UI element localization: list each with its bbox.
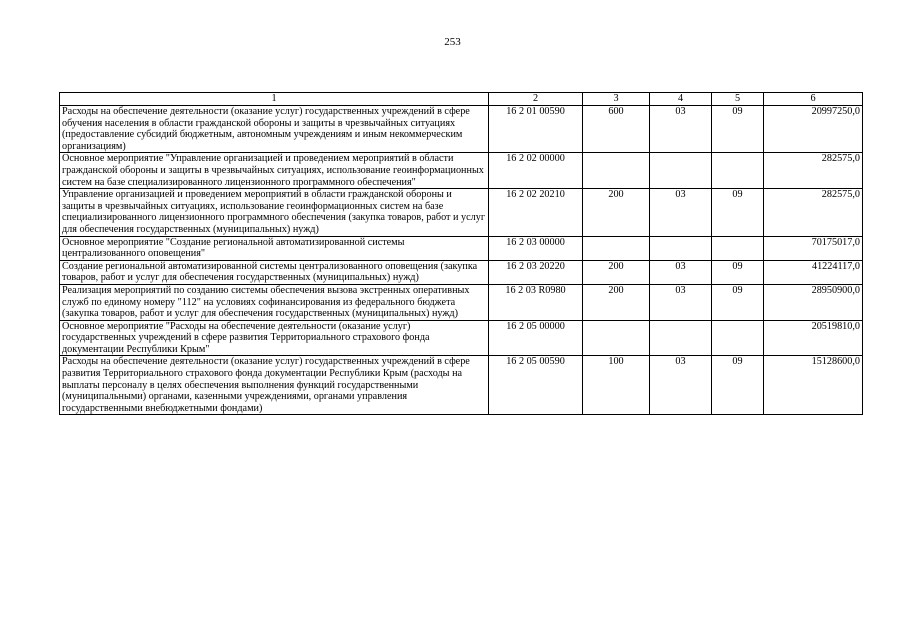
row-section: 03 (650, 356, 712, 415)
row-subsection: 09 (712, 106, 764, 153)
row-section: 03 (650, 106, 712, 153)
table-row (60, 153, 863, 189)
row-expense-type: 200 (583, 189, 650, 236)
row-subsection: 09 (712, 284, 764, 320)
row-expense-type (583, 236, 650, 260)
row-description: Основное мероприятие "Управление организацией и проведением мероприятий в области гражданской обороны и защиты в чрезвычайных ситуациях, использование геоинформационных систем на базе специализированного лицензионного программного обеспечения" (60, 153, 489, 189)
column-header-6: 6 (764, 93, 863, 106)
row-target-code: 16 2 03 00000 (489, 236, 583, 260)
row-target-code: 16 2 05 00590 (489, 356, 583, 415)
row-target-code: 16 2 02 00000 (489, 153, 583, 189)
row-target-code: 16 2 02 20210 (489, 189, 583, 236)
budget-table (59, 92, 863, 415)
row-subsection (712, 320, 764, 356)
column-header-3: 3 (583, 93, 650, 106)
row-amount: 70175017,0 (764, 236, 863, 260)
row-subsection: 09 (712, 260, 764, 284)
row-amount: 15128600,0 (764, 356, 863, 415)
row-expense-type: 100 (583, 356, 650, 415)
column-header-5: 5 (712, 93, 764, 106)
table-row (60, 320, 863, 356)
page-number: 253 (444, 36, 461, 48)
row-target-code: 16 2 03 R0980 (489, 284, 583, 320)
table-row (60, 260, 863, 284)
row-section (650, 236, 712, 260)
row-expense-type: 600 (583, 106, 650, 153)
row-description: Создание региональной автоматизированной системы централизованного оповещения (закупка товаров, работ и услуг для обеспечения государственных (муниципальных) нужд) (60, 260, 489, 284)
row-description: Основное мероприятие "Расходы на обеспечение деятельности (оказание услуг) государственных учреждений в сфере развития Территориального страхового фонда документации Республики Крым" (60, 320, 489, 356)
row-section (650, 320, 712, 356)
row-target-code: 16 2 03 20220 (489, 260, 583, 284)
column-header-2: 2 (489, 93, 583, 106)
row-expense-type: 200 (583, 284, 650, 320)
row-amount: 20997250,0 (764, 106, 863, 153)
row-description: Реализация мероприятий по созданию системы обеспечения вызова экстренных оперативных служб по единому номеру "112" на условиях софинансирования из федерального бюджета (закупка товаров, работ и услуг для обеспечения государственных (муниципальных) нужд) (60, 284, 489, 320)
row-subsection: 09 (712, 356, 764, 415)
column-header-1: 1 (60, 93, 489, 106)
row-expense-type (583, 153, 650, 189)
row-subsection (712, 153, 764, 189)
row-expense-type: 200 (583, 260, 650, 284)
row-description: Расходы на обеспечение деятельности (оказание услуг) государственных учреждений в сфере развития Территориального страхового фонда документации Республики Крым (расходы на выплаты персоналу в целях обеспечения выполнения функций государственными (муниципальными) органами, казенными учреждениями, органами управления государственными внебюджетными фондами) (60, 356, 489, 415)
row-description: Расходы на обеспечение деятельности (оказание услуг) государственных учреждений в сфере обучения населения в области гражданской обороны и защиты в чрезвычайных ситуациях (предоставление субсидий бюджетным, автономным учреждениям и иным некоммерческим организациям) (60, 106, 489, 153)
row-section (650, 153, 712, 189)
row-section: 03 (650, 189, 712, 236)
row-section: 03 (650, 284, 712, 320)
table-row (60, 236, 863, 260)
table-row (60, 356, 863, 415)
table-header-row (60, 93, 863, 106)
row-target-code: 16 2 05 00000 (489, 320, 583, 356)
row-description: Основное мероприятие "Создание региональной автоматизированной системы централизованного оповещения" (60, 236, 489, 260)
row-amount: 282575,0 (764, 153, 863, 189)
row-subsection: 09 (712, 189, 764, 236)
row-description: Управление организацией и проведением мероприятий в области гражданской обороны и защиты в чрезвычайных ситуациях, использование геоинформационных систем на базе специализированного лицензионного программного обеспечения (закупка товаров, работ и услуг для обеспечения государственных (муниципальных) нужд) (60, 189, 489, 236)
row-target-code: 16 2 01 00590 (489, 106, 583, 153)
table-row (60, 189, 863, 236)
table-row (60, 284, 863, 320)
row-section: 03 (650, 260, 712, 284)
column-header-4: 4 (650, 93, 712, 106)
row-expense-type (583, 320, 650, 356)
row-amount: 20519810,0 (764, 320, 863, 356)
table-row (60, 106, 863, 153)
row-subsection (712, 236, 764, 260)
row-amount: 282575,0 (764, 189, 863, 236)
row-amount: 41224117,0 (764, 260, 863, 284)
row-amount: 28950900,0 (764, 284, 863, 320)
